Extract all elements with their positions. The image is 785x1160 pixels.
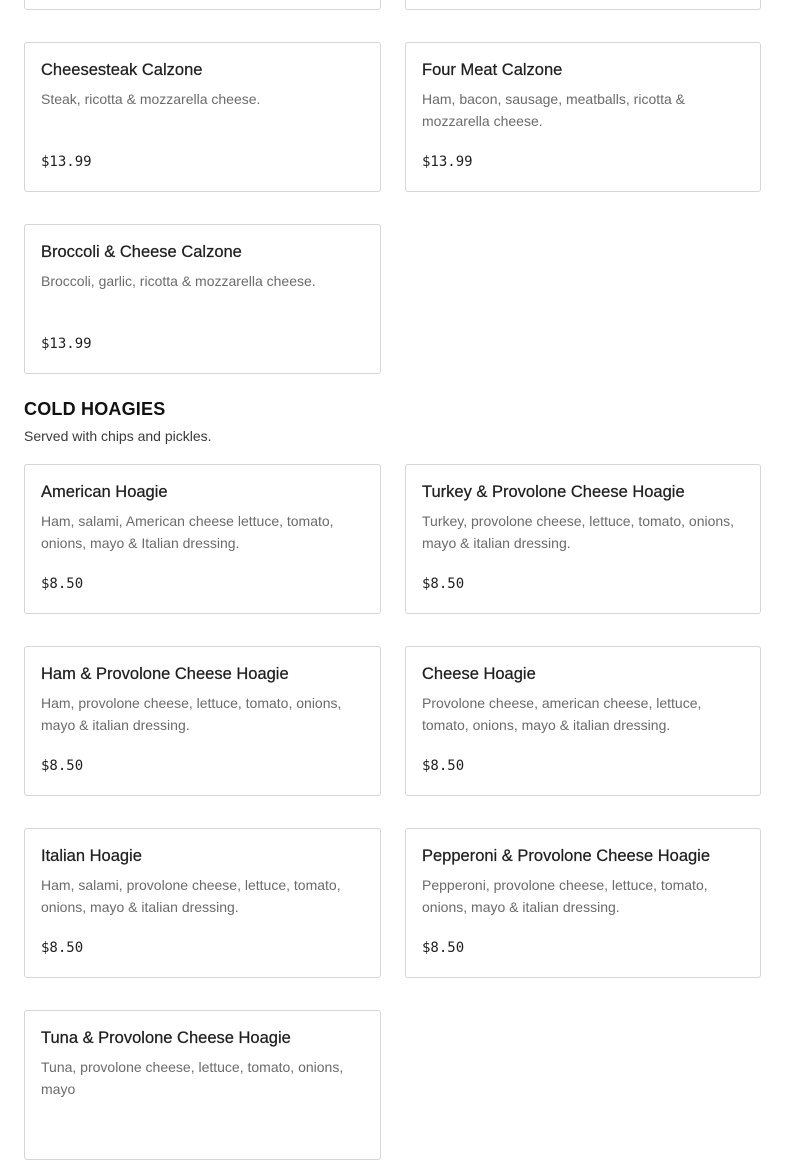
menu-item-card[interactable]: [24, 224, 381, 374]
item-price: $8.50: [41, 576, 84, 592]
item-price: $8.50: [422, 758, 465, 774]
menu-item-card[interactable]: [24, 1010, 381, 1160]
item-name: Ham & Provolone Cheese Hoagie: [41, 665, 289, 683]
menu-item-card[interactable]: [24, 42, 381, 192]
menu-item-card[interactable]: [405, 828, 761, 978]
item-price: $13.99: [41, 336, 92, 352]
item-price: $8.50: [422, 576, 465, 592]
menu-item-card[interactable]: [405, 646, 761, 796]
item-description: Steak, ricotta & mozzarella cheese.: [41, 91, 261, 107]
item-description: Broccoli, garlic, ricotta & mozzarella cheese.: [41, 273, 316, 289]
item-name: Cheesesteak Calzone: [41, 61, 203, 79]
section-title: COLD HOAGIES: [24, 399, 166, 419]
item-description: Provolone cheese, american cheese, lettuce, tomato, onions, mayo & italian dressing.: [422, 695, 702, 733]
item-name: Tuna & Provolone Cheese Hoagie: [41, 1029, 291, 1047]
item-description: Ham, provolone cheese, lettuce, tomato, onions, mayo & italian dressing.: [41, 695, 342, 733]
item-description: Turkey, provolone cheese, lettuce, tomato, onions, mayo & italian dressing.: [422, 513, 735, 551]
item-name: Four Meat Calzone: [422, 61, 563, 79]
item-price: $8.50: [41, 940, 84, 956]
item-description: Pepperoni, provolone cheese, lettuce, tomato, onions, mayo & italian dressing.: [422, 877, 708, 915]
menu-item-card[interactable]: [405, 0, 761, 10]
item-price: $13.99: [41, 154, 92, 170]
item-description: Ham, salami, provolone cheese, lettuce, tomato, onions, mayo & italian dressing.: [41, 877, 341, 915]
item-price: $8.50: [422, 940, 465, 956]
item-name: Turkey & Provolone Cheese Hoagie: [422, 483, 685, 501]
item-description: Ham, bacon, sausage, meatballs, ricotta & mozzarella cheese.: [422, 91, 686, 129]
menu-item-card[interactable]: [24, 646, 381, 796]
item-description: Ham, salami, American cheese lettuce, tomato, onions, mayo & Italian dressing.: [41, 513, 334, 551]
section-subtitle: Served with chips and pickles.: [24, 428, 212, 444]
menu-item-card[interactable]: [24, 464, 381, 614]
item-name: American Hoagie: [41, 483, 168, 501]
menu-item-card[interactable]: [24, 0, 381, 10]
menu-item-card[interactable]: [24, 828, 381, 978]
item-name: Italian Hoagie: [41, 847, 142, 865]
menu-item-card[interactable]: [405, 42, 761, 192]
item-name: Pepperoni & Provolone Cheese Hoagie: [422, 847, 711, 865]
menu-item-card[interactable]: [405, 464, 761, 614]
item-price: $8.50: [41, 758, 84, 774]
item-name: Broccoli & Cheese Calzone: [41, 243, 242, 261]
item-price: $13.99: [422, 154, 473, 170]
item-name: Cheese Hoagie: [422, 665, 536, 683]
item-description: Tuna, provolone cheese, lettuce, tomato, onions, mayo: [41, 1059, 344, 1097]
